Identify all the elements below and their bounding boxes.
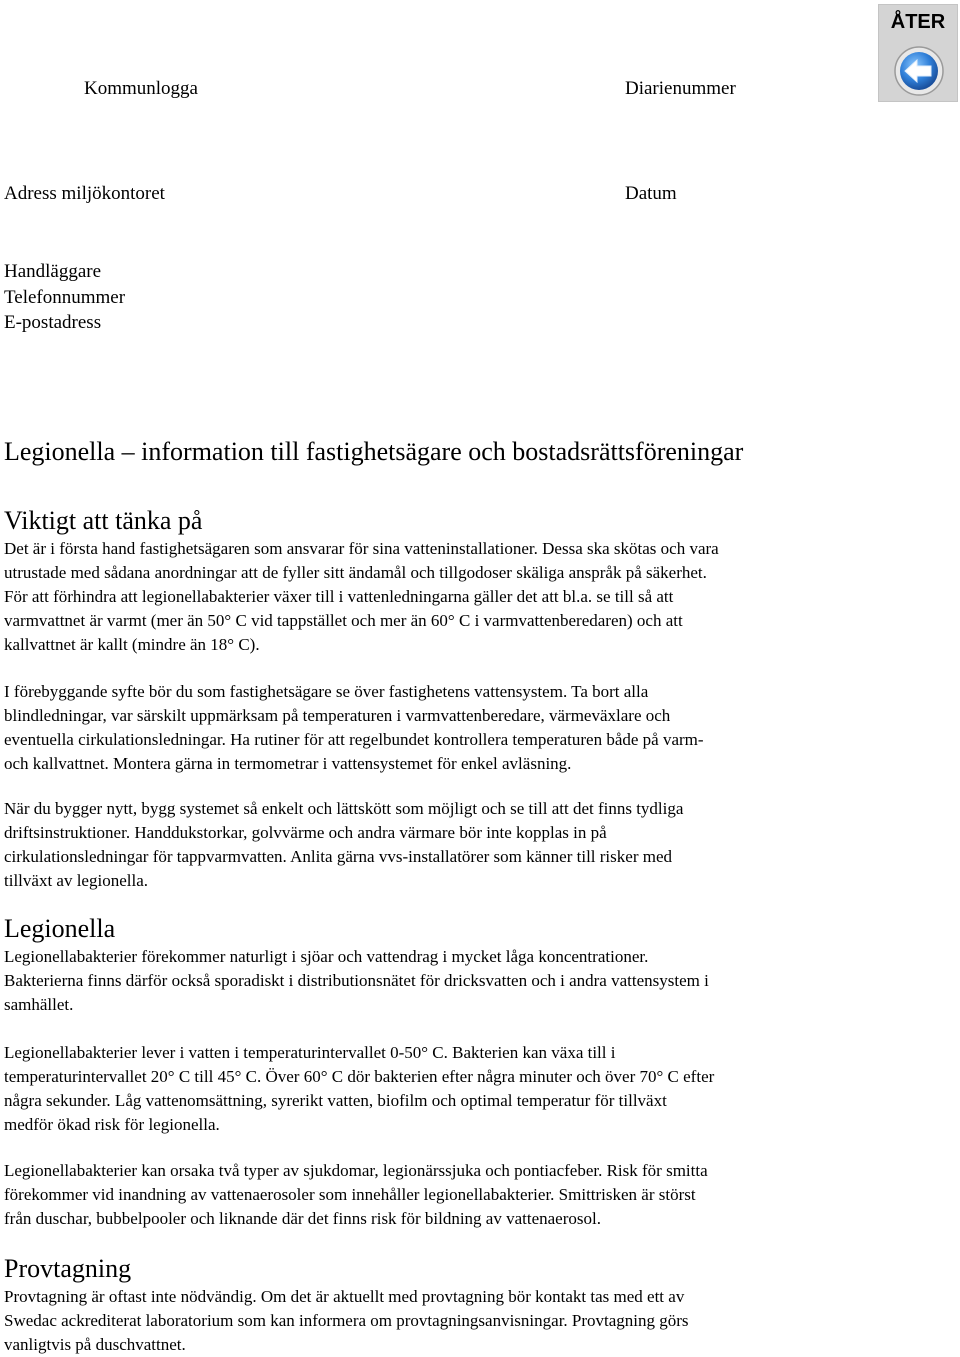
section-heading-sampling: Provtagning <box>4 1254 132 1283</box>
paragraph-line: medför ökad risk för legionella. <box>4 1115 220 1134</box>
document-title: Legionella – information till fastighetsägare och bostadsrättsföreningar <box>4 437 744 466</box>
office-address-label: Adress miljökontoret <box>4 183 165 204</box>
paragraph-line: Bakterierna finns därför också sporadiskt i distributionsnätet för dricksvatten och i andra vattensystem i <box>4 971 709 990</box>
paragraph <box>4 1159 904 1231</box>
paragraph-line: Det är i första hand fastighetsägaren som ansvarar för sina vatteninstallationer. Dessa ska skötas och vara <box>4 539 719 558</box>
paragraph <box>4 537 904 657</box>
paragraph-line: temperaturintervallet 20° C till 45° C. Över 60° C dör bakterien efter några minuter och över 70° C efter <box>4 1067 715 1086</box>
paragraph-line: blindledningar, var särskilt uppmärksam på temperaturen i varmvattenberedare, värmeväxlare och <box>4 706 671 725</box>
paragraph-line: varmvattnet är varmt (mer än 50° C vid tappstället och mer än 60° C i varmvattenberedaren) och att <box>4 611 683 630</box>
paragraph-line: I förebyggande syfte bör du som fastighetsägare se över fastighetens vattensystem. Ta bort alla <box>4 682 649 701</box>
contact-email-label: E-postadress <box>4 312 102 333</box>
back-button[interactable] <box>878 4 958 102</box>
section-heading-legionella: Legionella <box>4 914 116 943</box>
paragraph-line: Legionellabakterier kan orsaka två typer av sjukdomar, legionärssjuka och pontiacfeber. Risk för smitta <box>4 1161 708 1180</box>
diary-number-label: Diarienummer <box>625 78 736 99</box>
paragraph-line: Provtagning är oftast inte nödvändig. Om det är aktuellt med provtagning bör kontakt tas med ett av <box>4 1287 685 1306</box>
paragraph <box>4 797 904 893</box>
paragraph-line: kallvattnet är kallt (mindre än 18° C). <box>4 635 260 654</box>
paragraph <box>4 680 904 776</box>
paragraph-line: några sekunder. Låg vattenomsättning, syrerikt vatten, biofilm och optimal temperatur för tillväxt <box>4 1091 667 1110</box>
paragraph-line: samhället. <box>4 995 74 1014</box>
paragraph-line: Legionellabakterier förekommer naturligt i sjöar och vattendrag i mycket låga koncentrationer. <box>4 947 649 966</box>
paragraph-line: från duschar, bubbelpooler och liknande där det finns risk för bildning av vattenaerosol. <box>4 1209 601 1228</box>
paragraph <box>4 1041 904 1137</box>
arrow-left-circle-icon <box>893 45 945 97</box>
paragraph-line: Legionellabakterier lever i vatten i temperaturintervallet 0-50° C. Bakterien kan växa till i <box>4 1043 616 1062</box>
section-heading-important: Viktigt att tänka på <box>4 506 203 535</box>
paragraph <box>4 1285 904 1357</box>
paragraph-line: Swedac ackrediterat laboratorium som kan informera om provtagningsanvisningar. Provtagning görs <box>4 1311 689 1330</box>
municipality-logo-placeholder: Kommunlogga <box>84 78 198 99</box>
paragraph-line: När du bygger nytt, bygg systemet så enkelt och lättskött som möjligt och se till att det finns tydliga <box>4 799 684 818</box>
back-button-label: ÅTER <box>890 11 946 33</box>
paragraph-line: eventuella cirkulationsledningar. Ha rutiner för att regelbundet kontrollera temperaturen både på varm- <box>4 730 704 749</box>
paragraph-line: och kallvattnet. Montera gärna in termometrar i vattensystemet för enkel avläsning. <box>4 754 572 773</box>
paragraph-line: För att förhindra att legionellabakterier växer till i vattenledningarna gäller det att bl.a. se till så att <box>4 587 674 606</box>
paragraph-line: cirkulationsledningar för tappvarmvatten. Anlita gärna vvs-installatörer som känner till risker med <box>4 847 672 866</box>
paragraph-line: driftsinstruktioner. Handdukstorkar, golvvärme och andra värmare bör inte kopplas in på <box>4 823 607 842</box>
paragraph-line: vanligtvis på duschvattnet. <box>4 1335 186 1354</box>
contact-phone-label: Telefonnummer <box>4 286 126 308</box>
paragraph-line: tillväxt av legionella. <box>4 871 148 890</box>
date-label: Datum <box>625 183 677 204</box>
paragraph-line: förekommer vid inandning av vattenaerosoler som innehåller legionellabakterier. Smittrisken är störst <box>4 1185 696 1204</box>
contact-officer-label: Handläggare <box>4 261 102 282</box>
paragraph-line: utrustade med sådana anordningar att de fyller sitt ändamål och tillgodoser skäliga anspråk på säkerhet. <box>4 563 707 582</box>
paragraph <box>4 945 904 1017</box>
contact-block <box>4 259 125 336</box>
